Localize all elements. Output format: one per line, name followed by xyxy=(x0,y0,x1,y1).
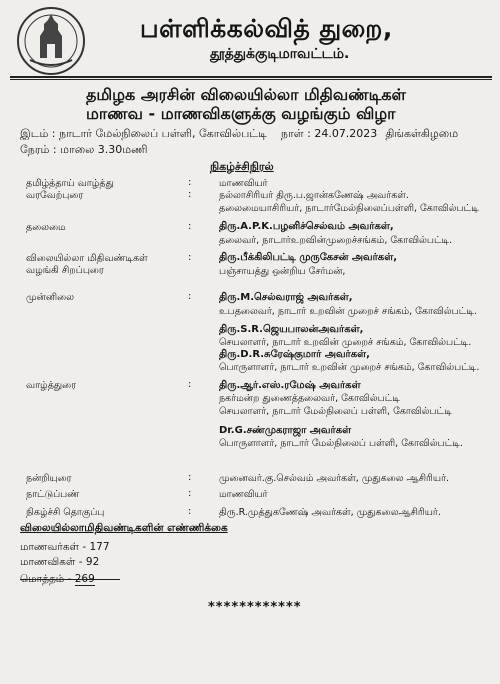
program-role: வாழ்த்துரை xyxy=(26,380,77,391)
colon: : xyxy=(188,472,192,483)
program-heading: நிகழ்ச்சிநிரல் xyxy=(210,160,274,173)
program-person: திரு.D.R.சுரேஷ்குமார் அவர்கள், xyxy=(219,349,370,360)
colon: : xyxy=(188,189,192,200)
program-person: மாணவியர் xyxy=(219,178,268,189)
event-title-line2: மாணவ - மாணவிகளுக்கு வழங்கும் விழா xyxy=(86,104,396,123)
program-detail: பஞ்சாயத்து ஒன்றிய சேர்மன், xyxy=(219,266,346,277)
colon: : xyxy=(188,488,192,499)
boys-count-row xyxy=(20,541,110,554)
program-detail: பொருளாளர், நாடார் உறவின் முறைச் சங்கம், கோவில்பட்டி. xyxy=(219,362,480,373)
boys-count: 177 xyxy=(89,541,110,553)
header-divider xyxy=(10,76,492,78)
program-person: திரு.R.முத்துகணேஷ் அவர்கள், முதுகலைஆசிரியர். xyxy=(219,507,441,518)
venue: இடம் : நாடார் மேல்நிலைப் பள்ளி, கோவில்பட்டி xyxy=(20,127,267,140)
total-count: 269 xyxy=(74,573,95,585)
venue-line xyxy=(20,127,458,142)
program-person: திரு.பீக்கிலிபட்டி முருகேசன் அவர்கள், xyxy=(219,252,398,263)
program-detail: செயலாளர், நாடார் மேல்நிலைப் பள்ளி, கோவில்பட்டி xyxy=(219,406,452,417)
colon: : xyxy=(188,177,192,188)
colon: : xyxy=(188,291,192,302)
program-role: நிகழ்ச்சி தொகுப்பு xyxy=(26,507,105,518)
bicycle-count-title: விலையில்லாமிதிவண்டிகளின் எண்ணிக்கை xyxy=(20,522,228,534)
program-detail: பொருளாளர், நாடார் மேல்நிலைப் பள்ளி, கோவில்பட்டி. xyxy=(219,438,463,449)
end-stars: ************ xyxy=(208,600,302,615)
program-detail: தலைவர், நாடார்உறவின்முறைச்சங்கம், கோவில்பட்டி. xyxy=(219,235,453,246)
program-role: வரவேற்புரை xyxy=(26,190,84,201)
colon: : xyxy=(188,221,192,232)
event-day: திங்கள்கிழமை xyxy=(385,127,459,140)
program-detail: தலைமையாசிரியர், நாடார்மேல்நிலைப்பள்ளி, கோவில்பட்டி xyxy=(219,203,479,214)
program-person: Dr.G.சண்முகராஜா அவர்கள் xyxy=(219,425,352,436)
program-person: திரு.A.P.K.பழனிச்செல்வம் அவர்கள், xyxy=(219,221,394,232)
program-role: நன்றியுரை xyxy=(26,473,72,484)
department-title: பள்ளிக்கல்வித் துறை, xyxy=(140,14,393,43)
district-office: தூத்துக்குடிமாவட்டம். xyxy=(210,46,350,62)
program-person: திரு.ஆர்.எஸ்.ரமேஷ் அவர்கள் xyxy=(219,380,361,391)
colon: : xyxy=(188,506,192,517)
tamil-nadu-emblem-icon xyxy=(16,6,86,76)
program-person: முனைவர்.கு.செல்வம் அவர்கள், முதுகலை ஆசிரியர். xyxy=(219,473,450,484)
colon: : xyxy=(188,252,192,263)
girls-count: 92 xyxy=(85,556,100,568)
program-person: நல்லாசிரியர் திரு.ப.ஜான்கணேஷ் அவர்கள். xyxy=(219,190,409,201)
program-person: திரு.M.செல்வராஜ் அவர்கள், xyxy=(219,292,353,303)
program-role: தலைமை xyxy=(26,222,66,233)
girls-label: மாணவிகள் - xyxy=(20,556,83,568)
program-person: மாணவியர் xyxy=(219,489,268,500)
total-label: மொத்தம் - xyxy=(20,573,72,585)
event-title-line1: தமிழக அரசின் விலையில்லா மிதிவண்டிகள் xyxy=(86,85,406,104)
program-detail: செயலாளர், நாடார் உறவின் முறைச் சங்கம், கோவில்பட்டி. xyxy=(219,337,472,348)
total-count-row xyxy=(20,573,95,586)
program-role: நாட்டுப்பண் xyxy=(26,489,80,500)
event-date: நாள் : 24.07.2023 xyxy=(280,127,378,140)
program-role: முன்னிலை xyxy=(26,292,75,303)
boys-label: மாணவர்கள் - xyxy=(20,541,87,553)
program-role: வழங்கி சிறப்புரை xyxy=(26,265,104,276)
colon: : xyxy=(188,379,192,390)
header-divider-thin xyxy=(10,79,492,80)
event-time: நேரம் : மாலை 3.30மணி xyxy=(20,143,148,156)
program-role: விலையில்லா மிதிவண்டிகள் xyxy=(26,253,148,264)
girls-count-row xyxy=(20,556,99,569)
program-role: தமிழ்த்தாய் வாழ்த்து xyxy=(26,178,114,189)
program-person: திரு.S.R.ஜெயபாலன்அவர்கள், xyxy=(219,324,364,335)
program-detail: நகர்மன்ற துணைத்தலைவர், கோவில்பட்டி xyxy=(219,393,400,404)
program-detail: உபதலைவர், நாடார் உறவின் முறைச் சங்கம், கோவில்பட்டி. xyxy=(219,306,477,317)
